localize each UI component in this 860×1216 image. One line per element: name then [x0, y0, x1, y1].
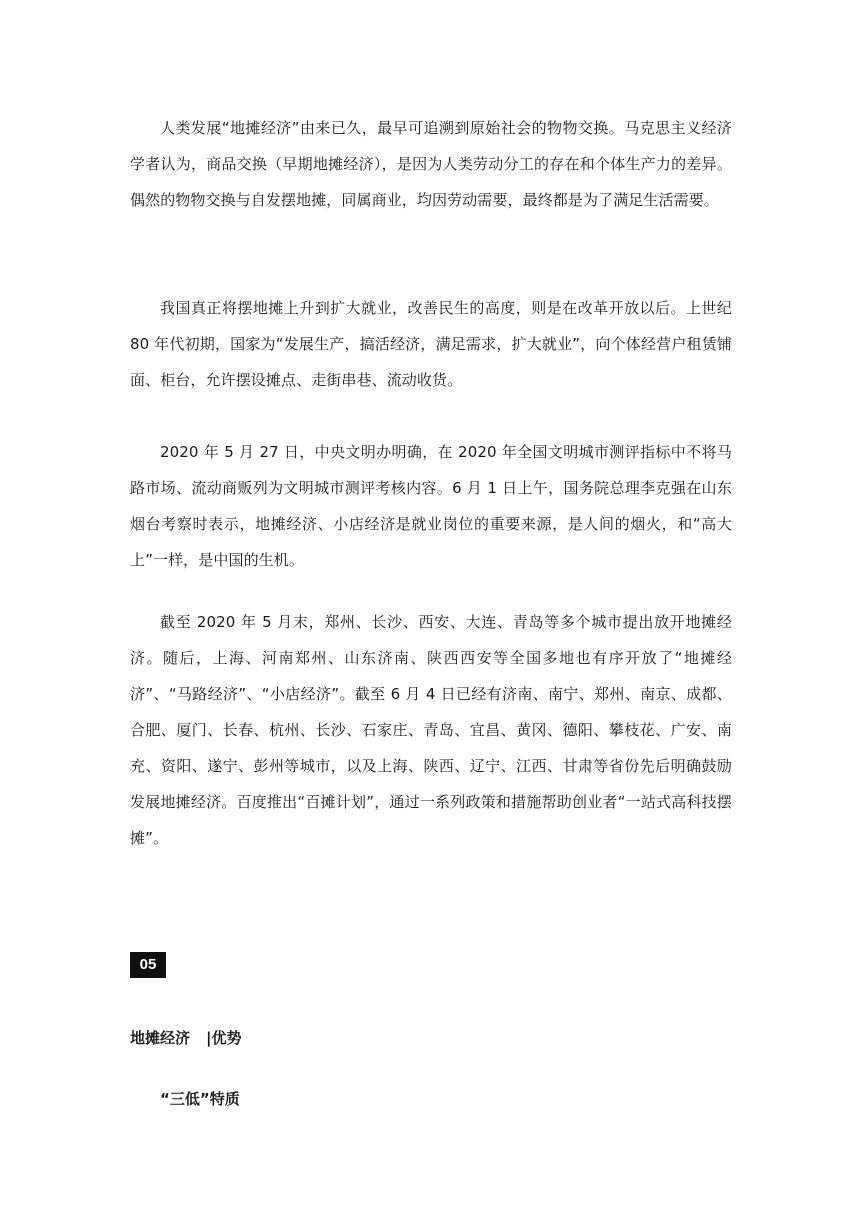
paragraph-reform: 我国真正将摆地摊上升到扩大就业，改善民生的高度，则是在改革开放以后。上世纪 80 年代初期，国家为“发展生产，搞活经济，满足需求，扩大就业”，向个体经营户租赁铺面、柜台，允许摆设摊点、走街串巷、流动收货。 [130, 299, 732, 389]
paragraph-origin: 人类发展“地摊经济”由来已久，最早可追溯到原始社会的物物交换。马克思主义经济学者认为，商品交换（早期地摊经济），是因为人类劳动分工的存在和个体生产力的差异。偶然的物物交换与自发摆地摊，同属商业，均因劳动需要，最终都是为了满足生活需要。 [130, 119, 732, 209]
section-heading-aspect: |优势 [206, 1029, 242, 1047]
sub-heading: “三低”特质 [160, 1090, 240, 1108]
paragraph-2020-policy: 2020 年 5 月 27 日，中央文明办明确，在 2020 年全国文明城市测评指标中不将马路市场、流动商贩列为文明城市测评考核内容。6 月 1 日上午，国务院总理李克强在山东烟台考察时表示，地摊经济、小店经济是就业岗位的重要来源，是人间的烟火，和“高大上”一样，是中国的生机。 [130, 443, 732, 569]
section-heading [130, 1026, 242, 1050]
section-number-badge: 05 [130, 952, 166, 978]
paragraph-cities: 截至 2020 年 5 月末，郑州、长沙、西安、大连、青岛等多个城市提出放开地摊经济。随后，上海、河南郑州、山东济南、陕西西安等全国多地也有序开放了“地摊经济”、“马路经济”、“小店经济”。截至 6 月 4 日已经有济南、南宁、郑州、南京、成都、合肥、厦门、长春、杭州、长沙、石家庄、青岛、宜昌、黄冈、德阳、攀枝花、广安、南充、资阳、遂宁、彭州等城市，以及上海、陕西、辽宁、江西、甘肃等省份先后明确鼓励发展地摊经济。百度推出“百摊计划”，通过一系列政策和措施帮助创业者“一站式高科技摆摊”。 [130, 613, 732, 847]
section-heading-topic: 地摊经济 [130, 1029, 191, 1047]
